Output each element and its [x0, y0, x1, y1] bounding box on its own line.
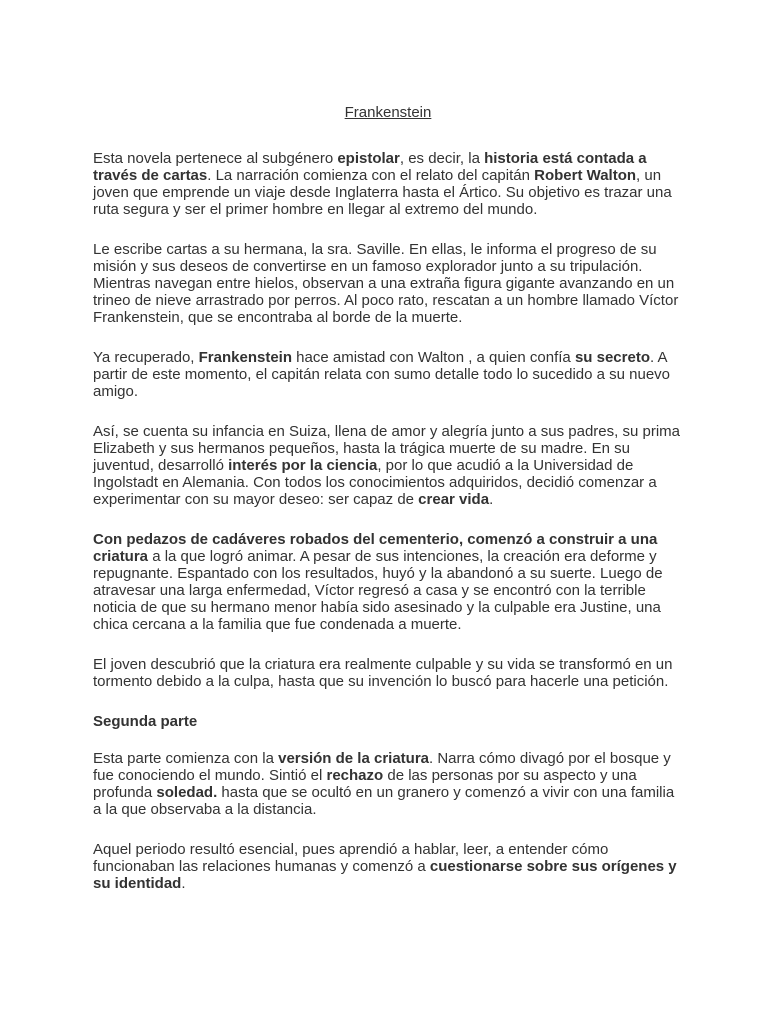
text-run: Así, se cuenta su infancia en Suiza, llena de amor y alegría junto a sus padres, su prima Elizabeth y sus hermanos pequeños, hasta la trágica muerte de su madre. En su juventud, desarrolló — [93, 423, 680, 474]
bold-text: historia está contada a través de cartas — [93, 150, 647, 184]
text-run: Aquel periodo resultó esencial, pues aprendió a hablar, leer, a entender cómo funcionaban las relaciones humanas y comenzó a — [93, 841, 609, 875]
section-heading: Segunda parte — [93, 713, 198, 730]
document-title: Frankenstein — [344, 104, 432, 121]
paragraph — [93, 150, 683, 218]
bold-text: Con pedazos de cadáveres robados del cementerio, comenzó a construir a una criatura — [93, 531, 658, 565]
bold-text: Robert Walton — [534, 167, 637, 184]
text-run: El joven descubrió que la criatura era realmente culpable y su vida se transformó en un tormento debido a la culpa, hasta que su invención lo buscó para hacerle una petición. — [93, 656, 673, 690]
text-run: . Narra cómo divagó por el bosque y fue conociendo el mundo. Sintió el — [93, 750, 671, 784]
paragraph — [93, 750, 683, 818]
text-run: de las personas por su aspecto y una profunda — [93, 767, 637, 801]
bold-text: epistolar — [337, 150, 400, 167]
text-run: . — [489, 491, 494, 508]
text-run: . A partir de este momento, el capitán relata con sumo detalle todo lo sucedido a su nuevo amigo. — [93, 349, 671, 400]
bold-text: rechazo — [326, 767, 384, 784]
text-run: Ya recuperado, — [93, 349, 199, 366]
bold-text: soledad. — [156, 784, 218, 801]
paragraph — [93, 841, 683, 892]
text-run: hasta que se ocultó en un granero y comenzó a vivir con una familia a la que observaba a la distancia. — [93, 784, 675, 818]
bold-text: cuestionarse sobre sus orígenes y su identidad — [93, 858, 677, 892]
bold-text: Frankenstein — [198, 349, 292, 366]
bold-text: versión de la criatura — [278, 750, 430, 767]
text-run: , es decir, la — [399, 150, 485, 167]
text-run: hace amistad con Walton , a quien confía — [292, 349, 575, 366]
bold-text: su secreto — [574, 349, 650, 366]
text-run: . — [181, 875, 186, 892]
text-run: a la que logró animar. A pesar de sus intenciones, la creación era deforme y repugnante. Espantado con los resultados, huyó y la abandonó a su suerte. Luego de atravesar una larga enfermedad, Víctor regresó a casa y se encontró con la terrible noticia de que su hermano menor había sido asesinado y la culpable era Justine, una chica cercana a la familia que fue condenada a muerte. — [93, 548, 663, 633]
text-run: , un joven que emprende un viaje desde Inglaterra hasta el Ártico. Su objetivo es trazar una ruta segura y ser el primer hombre en llegar al extremo del mundo. — [93, 167, 672, 218]
bold-text: crear vida — [418, 491, 490, 508]
paragraph — [93, 531, 683, 633]
paragraph — [93, 349, 683, 400]
paragraphs-part-one — [93, 150, 683, 690]
text-run: , por lo que acudió a la Universidad de Ingolstadt en Alemania. Con todos los conocimientos adquiridos, decidió comenzar a experimentar con su mayor deseo: ser capaz de — [93, 457, 657, 508]
text-run: Esta parte comienza con la — [93, 750, 279, 767]
document-page — [93, 104, 683, 915]
bold-text: interés por la ciencia — [228, 457, 378, 474]
paragraph — [93, 241, 683, 326]
paragraph — [93, 423, 683, 508]
text-run: Le escribe cartas a su hermana, la sra. Saville. En ellas, le informa el progreso de su misión y sus deseos de convertirse en un famoso explorador junto a su tripulación. Mientras navegan entre hielos, observan a una extraña figura gigante avanzando en un trineo de nieve arrastrado por perros. Al poco rato, rescatan a un hombre llamado Víctor Frankenstein, que se encontraba al borde de la muerte. — [93, 241, 679, 326]
text-run: . La narración comienza con el relato del capitán — [207, 167, 535, 184]
paragraphs-part-two — [93, 750, 683, 892]
paragraph — [93, 656, 683, 690]
text-run: Esta novela pertenece al subgénero — [93, 150, 338, 167]
